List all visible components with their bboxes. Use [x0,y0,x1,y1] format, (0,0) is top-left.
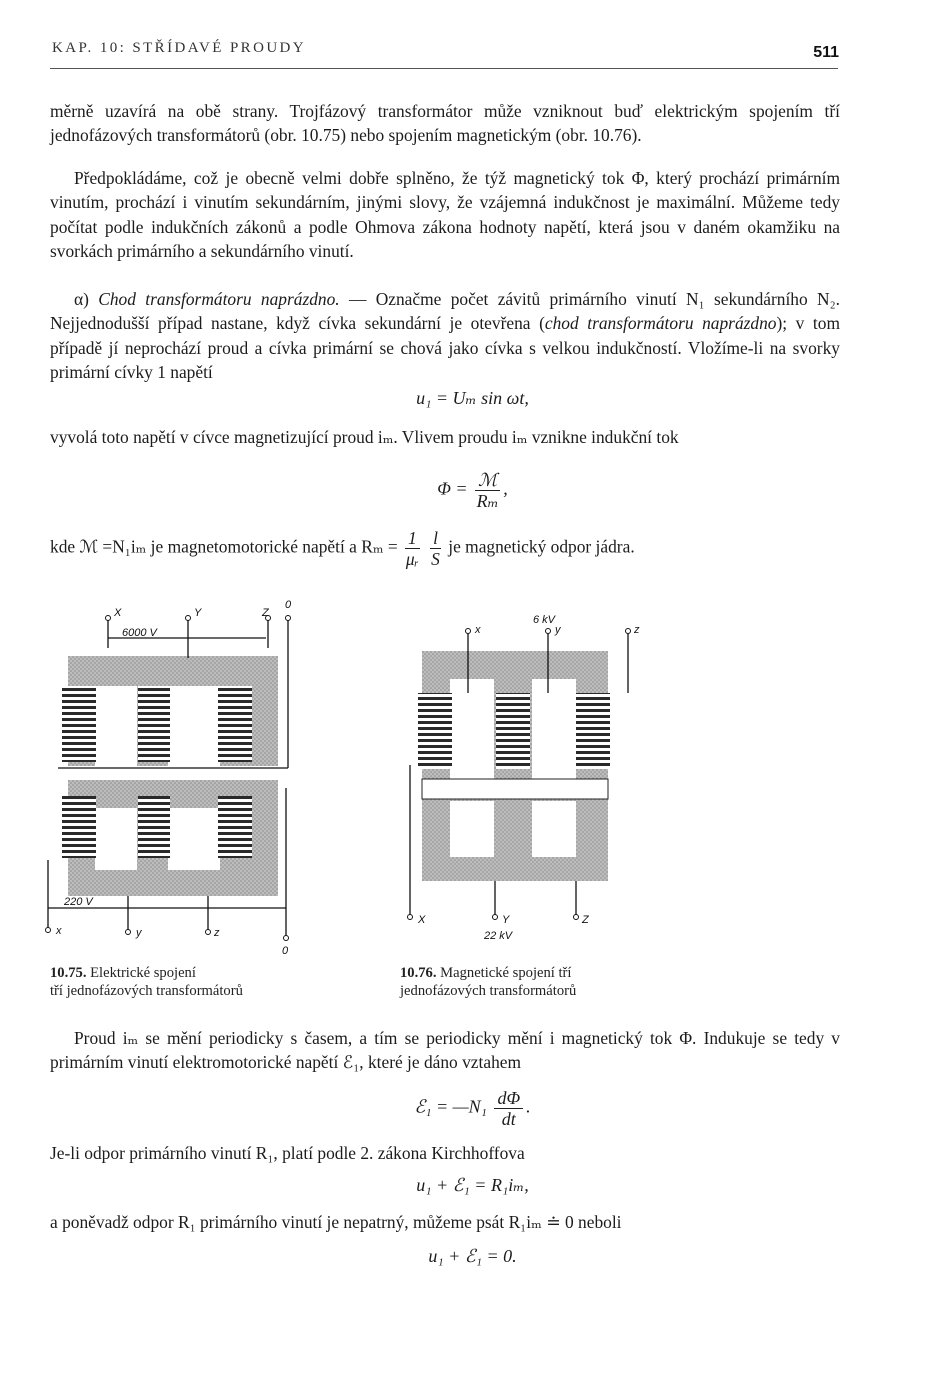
figure-10-76-diagram [400,614,650,945]
label-Z: Z [582,914,589,926]
equation-2-fraction [475,470,500,511]
label-0-top: 0 [285,599,292,611]
paragraph-4: vyvolá toto napětí v cívce magnetizující proud iₘ. Vlivem proudu iₘ vznikne indukční tok [50,427,679,447]
secondary-coil-2 [138,796,170,858]
lower-window-right [168,808,220,870]
window-upper-left [450,679,494,779]
window-upper-right [532,679,576,779]
voltage-22kV: 22 kV [484,930,513,942]
yoke-gap [422,779,608,799]
voltage-220: 220 V [64,896,93,908]
coil-1 [418,693,452,769]
equation-3-tail: . [526,1096,531,1117]
paragraph-3-part-a: — Označme počet závitů primárního vinutí N₁ sekundárního N₂. Nejjednodušší případ nastane, když cívka sekundární je otevřena ( [50,289,840,334]
secondary-coil-1 [62,796,96,858]
window-lower-left [450,801,494,857]
paragraph-3 [50,287,840,384]
rm-denominator-2: S [431,549,440,569]
paragraph-7: Je-li odpor primárního vinutí R₁, platí podle 2. zákona Kirchhoffova [50,1143,525,1163]
label-X: X [114,607,122,619]
paragraph-2: Předpokládáme, což je obecně velmi dobře splněno, že týž magnetický tok Φ, který prochází primárním vinutím, prochází i vinutím sekundárním, jinými slovy, že vzájemná indukčnost je maximální. Můžeme tedy počítat podle indukčních zákonů a podle Ohmova zákona hodnoty napětí, která jsou v daném okamžiku na svorkách primárního a sekundárního vinutí. [50,168,840,261]
rm-numerator-1: 1 [405,528,420,549]
paragraph-1: měrně uzavírá na obě strany. Trojfázový transformátor může vzniknout buď elektrickým spojením tří jednofázových transformátorů (obr. 10.75) nebo spojením magnetickým (obr. 10.76). [50,101,840,146]
primary-coil-2 [138,686,170,762]
page-number: 511 [813,44,839,61]
voltage-6000: 6000 V [122,627,157,639]
label-y-top: y [555,624,561,636]
paragraph-3-italic: chod transformátoru naprázdno [544,313,777,334]
rm-denominator-1: μᵣ [405,549,419,569]
primary-coil-1 [62,686,96,762]
equation-5: u₁ + ℰ₁ = 0. [428,1246,517,1266]
paragraph-3-part-b: ); v tom případě jí neprochází proud a cívka primární se chová jako cívka s velkou indukčností. Vložíme-li na svorky primární cívky 1 napětí [50,313,840,382]
equation-2-lhs: Φ = [437,478,468,499]
caption-10-75-number: 10.75. [50,965,87,981]
label-z-top: z [634,624,640,636]
alpha-marker: α) [74,289,99,309]
label-Z: Z [262,607,269,619]
caption-10-75-line1: Elektrické spojení [90,965,196,981]
running-header: KAP. 10: STŘÍDAVÉ PROUDY [52,40,307,56]
rm-numerator-2: l [430,528,441,549]
section-title: Chod transformátoru naprázdno. [98,289,340,309]
equation-2 [0,470,945,511]
equation-3-lhs: ℰ₁ = —N₁ [414,1096,487,1117]
figure-10-76 [400,614,650,945]
caption-10-76-number: 10.76. [400,965,437,981]
equation-4: u₁ + ℰ₁ = R₁iₘ, [416,1175,529,1195]
coil-2 [496,693,530,769]
equation-3-fraction [494,1088,523,1129]
upper-window-left [95,686,137,766]
label-z: z [214,927,220,939]
coil-3 [576,693,610,769]
caption-10-76-line1: Magnetické spojení tří [440,965,572,981]
secondary-coil-3 [218,796,252,858]
label-y: y [136,927,142,939]
paragraph-6: Proud iₘ se mění periodicky s časem, a tím se periodicky mění i magnetický tok Φ. Indukuje se tedy v primárním vinutí elektromotorické napětí ℰ₁, které je dáno vztahem [50,1028,840,1073]
equation-3-denominator: dt [501,1109,516,1129]
lower-window-left [95,808,137,870]
caption-10-75 [50,964,243,1000]
label-x-top: x [475,624,481,636]
primary-coil-3 [218,686,252,762]
caption-10-76-line2: jednofázových transformátorů [400,983,577,999]
label-Y: Y [194,607,202,619]
equation-2-denominator: Rₘ [476,491,499,511]
header-rule [50,68,838,69]
label-x: x [56,925,62,937]
caption-10-76 [400,964,576,1000]
equation-3-numerator: dΦ [494,1088,523,1109]
rm-fraction-1 [405,528,420,569]
equation-1: u₁ = Uₘ sin ωt, [416,388,529,408]
caption-10-75-line2: tří jednofázových transformátorů [50,983,243,999]
figure-10-75-diagram [38,598,328,958]
rm-fraction-2 [430,528,441,569]
voltage-6kV: 6 kV [533,614,556,626]
equation-3 [0,1088,945,1129]
paragraph-5 [50,528,840,569]
label-X: X [418,914,426,926]
upper-window-right [168,686,220,766]
equation-2-tail: , [503,478,508,499]
label-0-bottom: 0 [282,945,289,957]
paragraph-8: a poněvadž odpor R₁ primárního vinutí je nepatrný, můžeme psát R₁iₘ ≐ 0 neboli [50,1212,622,1232]
paragraph-5-part-a: kde ℳ =N₁iₘ je magnetomotorické napětí a Rₘ = [50,536,398,557]
window-lower-right [532,801,576,857]
label-Y: Y [502,914,510,926]
paragraph-5-part-b: je magnetický odpor jádra. [448,536,635,557]
equation-2-numerator: ℳ [475,470,500,491]
figure-10-75 [38,598,328,958]
